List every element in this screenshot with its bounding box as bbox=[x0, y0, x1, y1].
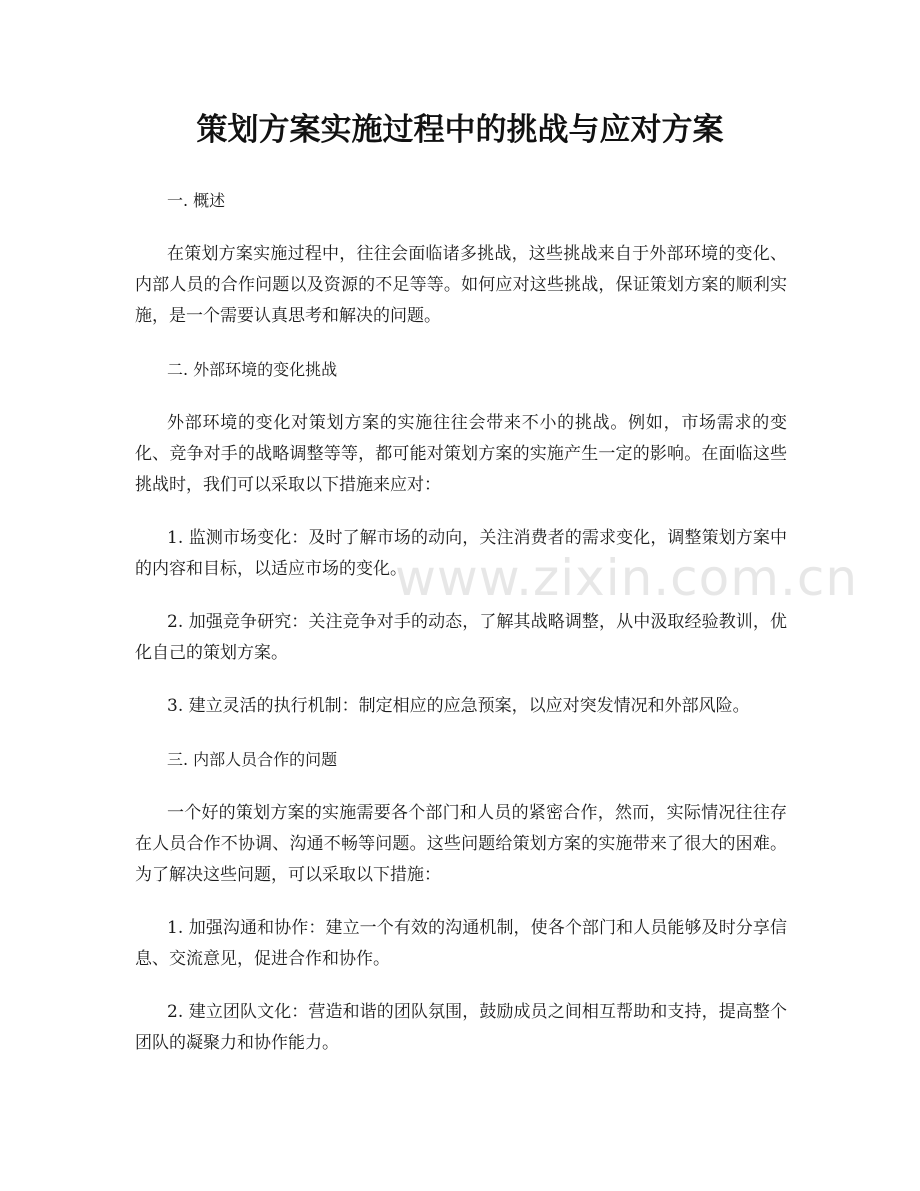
list-item: 2. 加强竞争研究：关注竞争对手的动态，了解其战略调整，从中汲取经验教训，优化自己的策划方案。 bbox=[135, 612, 787, 663]
paragraph: 一个好的策划方案的实施需要各个部门和人员的紧密合作，然而，实际情况往往存在人员合作不协调、沟通不畅等问题。这些问题给策划方案的实施带来了很大的困难。为了解决这些问题，可以采取以下措施： bbox=[135, 803, 787, 885]
watermark: www.zixin.com.cn bbox=[395, 549, 859, 607]
list-item: 1. 监测市场变化：及时了解市场的动向，关注消费者的需求变化，调整策划方案中的内容和目标，以适应市场的变化。 bbox=[135, 528, 787, 579]
list-item: 3. 建立灵活的执行机制：制定相应的应急预案，以应对突发情况和外部风险。 bbox=[167, 696, 750, 716]
paragraph: 在策划方案实施过程中，往往会面临诸多挑战，这些挑战来自于外部环境的变化、内部人员的合作问题以及资源的不足等等。如何应对这些挑战，保证策划方案的顺利实施，是一个需要认真思考和解决的问题。 bbox=[135, 244, 787, 326]
document-title: 策划方案实施过程中的挑战与应对方案 bbox=[196, 112, 724, 148]
section-heading-overview: 一. 概述 bbox=[167, 191, 226, 210]
section-heading-internal-cooperation: 三. 内部人员合作的问题 bbox=[167, 750, 338, 769]
list-item: 1. 加强沟通和协作：建立一个有效的沟通机制，使各个部门和人员能够及时分享信息、交流意见，促进合作和协作。 bbox=[135, 918, 787, 969]
document-body bbox=[135, 185, 787, 1081]
paragraph: 外部环境的变化对策划方案的实施往往会带来不小的挑战。例如，市场需求的变化、竞争对手的战略调整等等，都可能对策划方案的实施产生一定的影响。在面临这些挑战时，我们可以采取以下措施来应对： bbox=[135, 413, 787, 495]
list-item: 2. 建立团队文化：营造和谐的团队氛围，鼓励成员之间相互帮助和支持，提高整个团队的凝聚力和协作能力。 bbox=[135, 1002, 787, 1053]
section-heading-external-changes: 二. 外部环境的变化挑战 bbox=[167, 360, 338, 379]
